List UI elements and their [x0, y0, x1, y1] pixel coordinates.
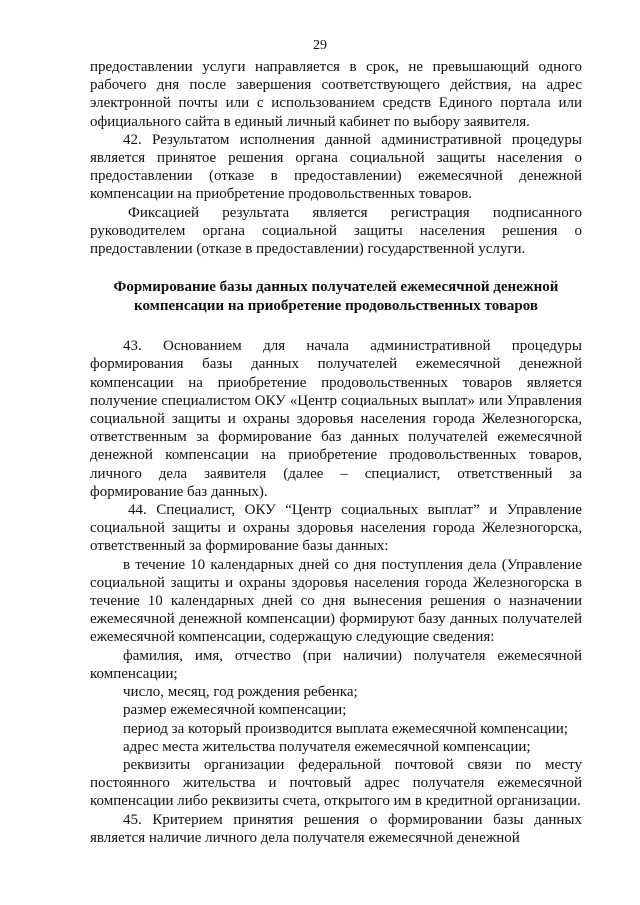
list-item-name: фамилия, имя, отчество (при наличии) получателя ежемесячной компенсации; — [90, 647, 582, 682]
paragraph-continuation: предоставлении услуги направляется в срок, не превышающий одного рабочего дня после завершения соответствующего действия, на адрес электронной почты или с использованием средств Единого портала или официального сайта в единый личный кабинет по выбору заявителя. — [90, 59, 582, 130]
list-item-birthdate: число, месяц, год рождения ребенка; — [123, 684, 358, 701]
paragraph-44: 44. Специалист, ОКУ “Центр социальных выплат” и Управление социальной защиты и охраны здоровья населения города Железногорска, ответственный за формирование базы данных: — [90, 502, 582, 555]
list-item-address: адрес места жительства получателя ежемесячной компенсации; — [123, 738, 531, 755]
section-heading: Формирование базы данных получателей ежемесячной денежной компенсации на приобретение продовольственных товаров — [113, 279, 559, 314]
paragraph-fixation: Фиксацией результата является регистрация подписанного руководителем органа социальной защиты населения решения о предоставлении (отказе в предоставлении) государственной услуги. — [90, 204, 582, 258]
list-item-requisites: реквизиты организации федеральной почтовой связи по месту постоянного жительства и почтовый адрес получателя ежемесячной компенсации либо реквизиты счета, открытого им в кредитной организации. — [90, 756, 582, 810]
paragraph-44-period: в течение 10 календарных дней со дня поступления дела (Управление социальной защиты и охраны здоровья населения города Железногорска в течение 10 календарных дней со дня вынесения решения о назначении ежемесячной денежной компенсации) формируют базу данных получателей ежемесячной компенсации, содержащую следующие сведения: — [90, 556, 582, 646]
list-item-period: период за который производится выплата ежемесячной компенсации; — [123, 720, 568, 737]
paragraph-45: 45. Критерием принятия решения о формировании базы данных является наличие личного дела получателя ежемесячной денежной — [90, 811, 582, 846]
paragraph-43: 43. Основанием для начала административной процедуры формирования базы данных получателей ежемесячной денежной компенсации на приобретение продовольственных товаров является получение специалистом ОКУ «Центр социальных выплат» или Управления социальной защиты и охраны здоровья населения города Железногорска, ответственным за формирование баз данных получателей ежемесячной денежной компенсации на приобретение продовольственных товаров, личного дела заявителя (далее – специалист, ответственный за формирование баз данных). — [90, 338, 582, 500]
document-body — [90, 58, 582, 847]
paragraph-42: 42. Результатом исполнения данной административной процедуры является принятое решения органа социальной защиты населения о предоставлении (отказе в предоставлении) ежемесячной денежной компенсации на приобретение продовольственных товаров. — [90, 131, 582, 203]
list-item-amount: размер ежемесячной компенсации; — [123, 702, 347, 719]
page-number: 29 — [313, 38, 327, 53]
